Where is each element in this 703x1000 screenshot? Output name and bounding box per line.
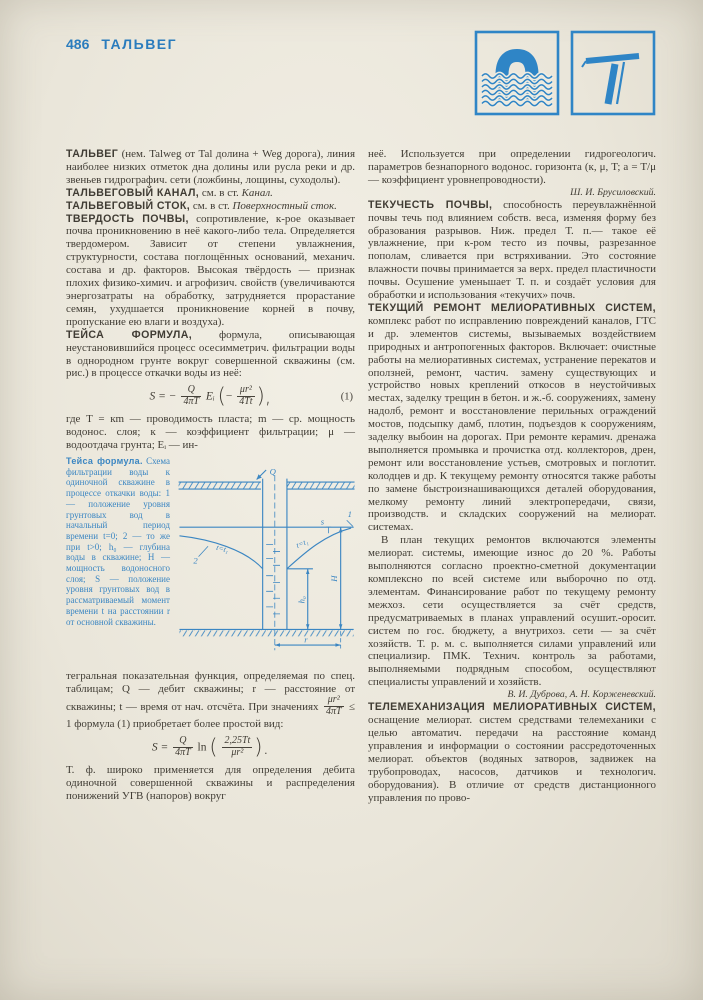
left-column — [66, 148, 355, 804]
diagram-label-t-left: t=t₁ — [215, 542, 230, 555]
article-term: ТАЛЬВЕГ — [66, 148, 119, 160]
diagram-label-2: 2 — [193, 555, 198, 566]
article-talveg: ТАЛЬВЕГ (нем. Talweg от Tal долина + Weg дорога), линия наиболее низких отметок дна долины или русла реки и др. звеньев гидрографич. сети (ложбины, лощины, суходолы). — [66, 148, 355, 186]
theis-formula-simplified: S = $\frac{Q}{4\pi T}$ ln ( $\frac{2,25Tt}{\text{μr²}}$ ). — [151, 735, 270, 760]
running-title: ТАЛЬВЕГ — [101, 36, 178, 52]
right-column — [368, 148, 656, 804]
article-term: ТАЛЬВЕГОВЫЙ СТОК, — [66, 199, 191, 212]
diagram-label-t-right: t=t₁ — [294, 536, 310, 550]
diagram-label-r: r — [304, 634, 308, 645]
author-signature: Ш. И. Брусиловский. — [570, 186, 656, 198]
article-term: ТЕЙСА ФОРМУЛА, — [66, 328, 193, 341]
fraction: $\frac{Q}{4\pi T}$ — [175, 735, 191, 758]
article-continuation: неё. Используется при определении гидрогеологич. параметров безнапорного водонос. горизонта (к, μ, T; a = T/μ — коэффициент уровнепроводности). — [368, 148, 656, 186]
article-term: ТЕКУЧЕСТЬ ПОЧВЫ, — [368, 198, 493, 211]
article-talvegovy-kanal: ТАЛЬВЕГОВЫЙ КАНАЛ, см. в ст. Канал. — [66, 186, 273, 199]
article-body-continued: Т. ф. широко применяется для определения дебита одиночной совершенной скважины и распределения понижений УГВ (напоров) вокруг — [66, 764, 355, 803]
article-term: ТВЕРДОСТЬ ПОЧВЫ, — [66, 212, 189, 225]
article-term: ТАЛЬВЕГОВЫЙ КАНАЛ, — [66, 186, 200, 199]
section-icons — [474, 30, 656, 116]
fraction: $\frac{\text{μr²}}{4\pi T}$ — [325, 693, 342, 717]
formula-legend: где T = кm — проводимость пласта; m — ср. мощность водонос. слоя; к — коэффициент фильтрации; μ — водоотдача грунта; Eᵢ — ин- — [66, 413, 355, 452]
diagram-label-H: H — [329, 575, 340, 582]
figure-block — [66, 456, 355, 668]
figure-diagram — [176, 456, 358, 668]
see-also-ref: Поверхностный сток. — [232, 199, 337, 212]
theis-formula-1: S = − $\frac{Q}{4\pi T}$ Eᵢ (− $\frac{\text{μr²}}{4Tt}$ ), (1) — [149, 384, 353, 409]
see-also-ref: Канал. — [241, 186, 273, 199]
page-number: 486 — [66, 36, 90, 52]
running-head — [66, 30, 177, 52]
article-teisa-formula: ТЕЙСА ФОРМУЛА, формула, описывающая неустановившийся процесс осесимметрич. фильтрации воды в однородном грунте вокруг совершенной скважины (см. рис.) в процессе откачки воды из неё: — [66, 328, 356, 380]
article-term: ТЕКУЩИЙ РЕМОНТ МЕЛИОРАТИВНЫХ СИСТЕМ, — [368, 301, 656, 314]
diagram-label-q: Q — [269, 466, 276, 477]
diagram-label-h0: h₀ — [296, 596, 307, 604]
article-tekuchest-pochvy: ТЕКУЧЕСТЬ ПОЧВЫ, способность переувлажнённой почвы течь под влиянием собств. веса, изменяя форму без образования разрывов. Ниж. предел Т. п.— такое её увлажнение, при к-ром тесто из почвы, разрезанное пополам, сливается при встряхивании. Это состояние влажности почвы принимается за верх. предел пластичности почвы. Осушение уменьшает Т. п. и создаёт условия для обработки и использования «текучих» почв. — [368, 198, 657, 302]
diagram-label-s: s — [320, 516, 325, 527]
fraction: $\frac{\text{μr²}}{4Tt}$ — [239, 384, 253, 407]
article-term: ТЕЛЕМЕХАНИЗАЦИЯ МЕЛИОРАТИВНЫХ СИСТЕМ, — [368, 701, 656, 714]
dam-over-waves-icon — [474, 30, 560, 116]
article-tverdost-pochvy: ТВЕРДОСТЬ ПОЧВЫ, сопротивление, к-рое оказывает почва проникновению в неё какого-либо тела. Определяется твердомером. Зависит от степени увлажнения, структурности, состава поглощённых оснований, механич. состава и др. факторов. Высокая твёрдость — признак плохих физико-химич. и агрофизич. свойств (увеличиваются энергозатраты на обработку, затрудняется прорастание семян, ухудшается проникновение корней в почву, пропускание ею влаги и воздуха). — [66, 212, 356, 328]
article-paragraph: В план текущих ремонтов включаются элементы мелиорат. системы, имеющие износ до 20 %. Работы выполняются согласно проектно-сметной документации комплексно по всей системе или выборочно по отд. элементам. Финансирование работ по текущему ремонту межхоз. сети осуществляется за счёт средств, предусматриваемых в планах управлений осушит.-оросит. систем по гос. бюджету, а внутрихоз. сети — за счёт хозяйств. Т. р. м. с. выполняется силами управлений или специализир. ПМК. Технич. контроль за работами, выполняемыми подрядным способом, осуществляют специалисты управлений и хозяйств. — [368, 534, 656, 689]
article-telemekhanizatsiya: ТЕЛЕМЕХАНИЗАЦИЯ МЕЛИОРАТИВНЫХ СИСТЕМ, оснащение мелиорат. систем средствами телемеханики с целью автоматич. передачи на расстояние команд управления и информации о состоянии рассредоточенных мелиорат. объектов (водяных затворов, задвижек на трубопроводах, насосов, датчиков и технологич. оборудования). В отличие от средств дистанционного управления по прово- — [368, 701, 656, 804]
page-header — [66, 30, 656, 148]
author-signature: В. И. Дуброва, А. Н. Корженевский. — [507, 689, 656, 701]
letter-t-icon — [570, 30, 656, 116]
diagram-label-1: 1 — [347, 508, 352, 519]
article-tekushchy-remont: ТЕКУЩИЙ РЕМОНТ МЕЛИОРАТИВНЫХ СИСТЕМ, комплекс работ по исправлению повреждений каналов, ГТС и др. элементов системы, вызываемых воздействием природных и антропогенных факторов. Включает: очистные работы на мелиоративных системах, устранение перекатов и оползней, ремонт, частич. замену существующих и устройство новых креплений откосов в неустойчивых местах, заделку трещин в бетон. и ж.-б. сооружениях, замену надолб, ремонт и восстановление перильных ограждений мостов, подсыпку дамб, плотин, подъездов к сооружениям, заделку выбоин на дорогах. При ремонте керамич. дренажа выполняется промывка и прочистка отд. коллекторов, дрен, ремонт или восстановление устьев, смотровых и поглотит. колодцев и др. К текущему ремонту относятся также работы по замене быстроизнашивающихся деталей оборудования, мелкому ремонту линий электропередачи, связи, производств. и складских сооружений на мелиорат. системах. — [368, 301, 656, 534]
figure-caption: Тейса формула. Схема фильтрации воды к одиночной скважине в процессе откачки воды: 1 — положение уровня грунтовых вод в начальный период времени t=0; 2 — то же при t>0; h₀ — глубина воды в скважине; H — мощность водоносного слоя; S — положение уровня грунтовых вод в рассматриваемый момент времени t на расстоянии r от основной скважины. — [66, 456, 170, 627]
equation-number: (1) — [340, 391, 353, 403]
fraction: $\frac{Q}{4\pi T}$ — [183, 384, 200, 407]
formula-legend-continued: тегральная показательная функция, определяемая по спец. таблицам; Q — дебит скважины; r — расстояние от скважины; t — время от нач. отсчёта. При значениях $\frac{\text{μr²}}{4\pi T}$ ≤ 1 формула (1) приобретает более простой вид: — [66, 670, 356, 731]
article-talvegovy-stok: ТАЛЬВЕГОВЫЙ СТОК, см. в ст. Поверхностный сток. — [66, 199, 337, 212]
fraction: $\frac{2,25Tt}{\text{μr²}}$ — [224, 735, 251, 758]
